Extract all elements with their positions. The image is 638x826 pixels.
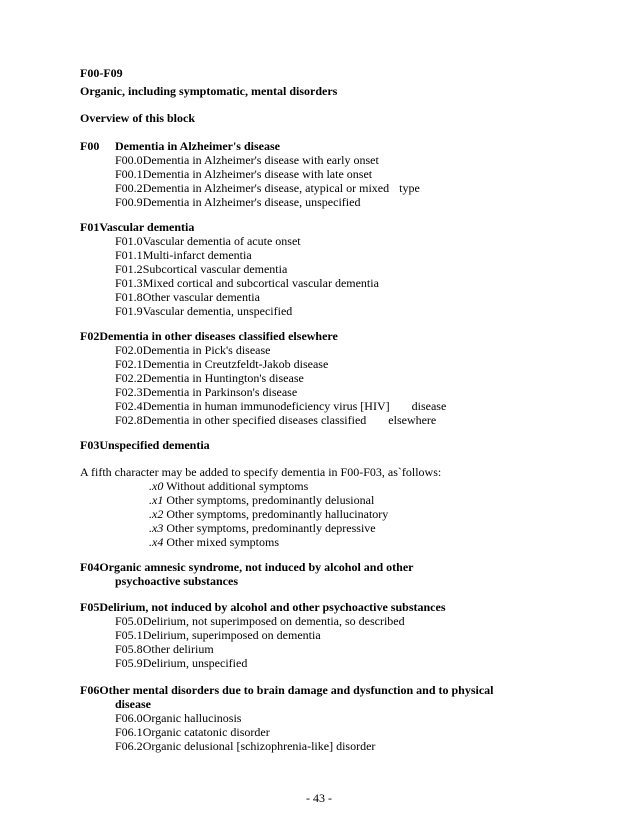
overview-heading: Overview of this block: [80, 111, 195, 125]
list-item: F01.8Other vascular dementia: [115, 290, 260, 304]
list-item: F06.2Organic delusional [schizophrenia-like] disorder: [115, 739, 376, 753]
list-item: .x4 Other mixed symptoms: [149, 535, 279, 549]
fifth-character-note: A fifth character may be added to specify dementia in F00-F03, as`follows:: [80, 465, 442, 479]
f02-heading: F02Dementia in other diseases classified elsewhere: [80, 329, 338, 343]
list-item: .x2 Other symptoms, predominantly hallucinatory: [149, 507, 389, 521]
list-item: .x0 Without additional symptoms: [149, 479, 309, 493]
block-title: Organic, including symptomatic, mental disorders: [80, 84, 338, 98]
list-item: F05.8Other delirium: [115, 642, 214, 656]
f01-heading: F01Vascular dementia: [80, 220, 195, 234]
f03-heading: F03Unspecified dementia: [80, 438, 210, 452]
list-item: F01.0Vascular dementia of acute onset: [115, 234, 301, 248]
list-item: F00.1Dementia in Alzheimer's disease with late onset: [115, 167, 373, 181]
f00-title: Dementia in Alzheimer's disease: [115, 139, 280, 153]
list-item: F02.8Dementia in other specified diseases classified elsewhere: [115, 413, 437, 427]
list-item: F01.2Subcortical vascular dementia: [115, 262, 288, 276]
f05-heading: F05Delirium, not induced by alcohol and other psychoactive substances: [80, 600, 446, 614]
list-item: F01.9Vascular dementia, unspecified: [115, 304, 293, 318]
list-item: .x1 Other symptoms, predominantly delusional: [149, 493, 375, 507]
list-item: F01.3Mixed cortical and subcortical vascular dementia: [115, 276, 379, 290]
list-item: F02.0Dementia in Pick's disease: [115, 343, 271, 357]
list-item: F06.0Organic hallucinosis: [115, 711, 242, 725]
f04-heading-cont: psychoactive substances: [115, 574, 239, 588]
list-item: F05.9Delirium, unspecified: [115, 656, 248, 670]
block-range: F00-F09: [80, 66, 123, 80]
f06-heading: F06Other mental disorders due to brain damage and dysfunction and to physical: [80, 683, 494, 697]
list-item: F01.1Multi-infarct dementia: [115, 248, 252, 262]
list-item: F05.1Delirium, superimposed on dementia: [115, 628, 321, 642]
list-item: F00.0Dementia in Alzheimer's disease with early onset: [115, 153, 379, 167]
f00-code: F00: [80, 139, 100, 153]
list-item: F06.1Organic catatonic disorder: [115, 725, 270, 739]
list-item: F02.2Dementia in Huntington's disease: [115, 371, 304, 385]
list-item: F00.2Dementia in Alzheimer's disease, atypical or mixed type: [115, 181, 420, 195]
list-item: F02.3Dementia in Parkinson's disease: [115, 385, 298, 399]
f00-heading: [80, 139, 280, 153]
list-item: F02.1Dementia in Creutzfeldt-Jakob disease: [115, 357, 329, 371]
list-item: F00.9Dementia in Alzheimer's disease, unspecified: [115, 195, 361, 209]
list-item: .x3 Other symptoms, predominantly depressive: [149, 521, 376, 535]
list-item: F02.4Dementia in human immunodeficiency virus [HIV] disease: [115, 399, 447, 413]
f06-heading-cont: disease: [115, 697, 151, 711]
f04-heading: F04Organic amnesic syndrome, not induced by alcohol and other: [80, 560, 414, 574]
page-number: - 43 -: [306, 791, 332, 805]
list-item: F05.0Delirium, not superimposed on dementia, so described: [115, 614, 405, 628]
